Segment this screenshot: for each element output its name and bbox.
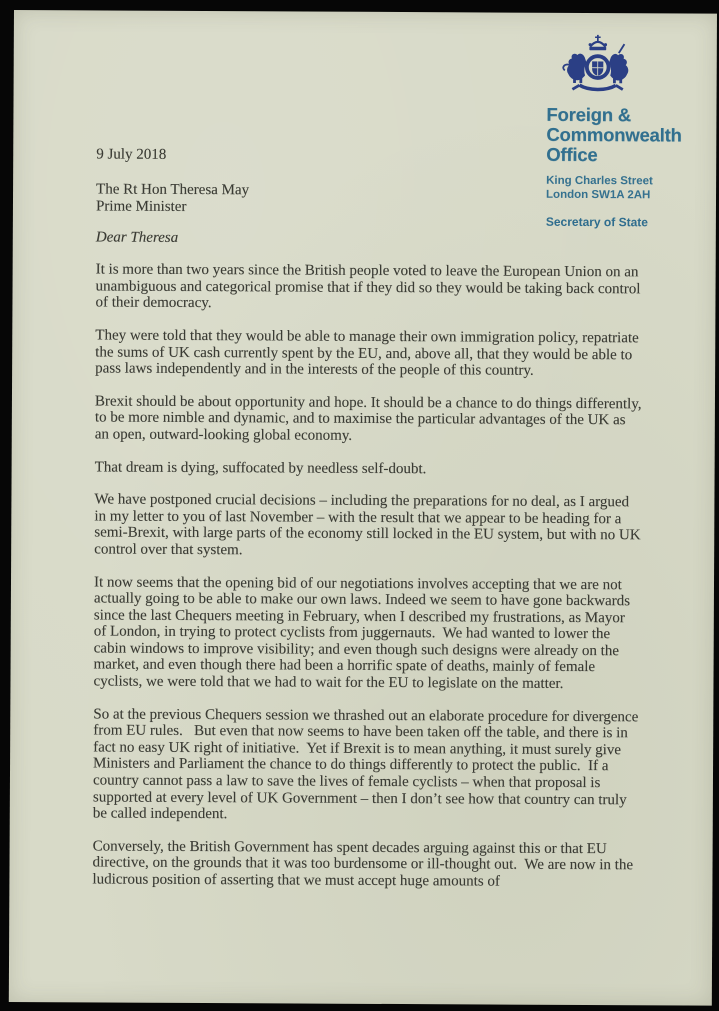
recipient-name: The Rt Hon Theresa May [96,181,250,198]
paragraph-5: We have postponed crucial decisions – including the preparations for no deal, as I argued in my letter to you of last November – with the result that we appear to be heading for a semi-Brexit, with large parts of the economy still locked in the EU system, but with no UK control over that system. [94,491,645,559]
fco-wordmark-line: Foreign & [546,103,632,126]
paragraph-3: Brexit should be about opportunity and hope. It should be a chance to do things differently, to be more nimble and dynamic, and to maximise the particular advantages of the UK as an open, outward-looking global economy. [94,393,646,444]
secretary-of-state-title: Secretary of State [545,214,648,230]
fco-wordmark-line: Office [546,143,598,166]
paragraph-1: It is more than two years since the British people voted to leave the European Union on an unambiguous and categorical promise that if they did so they would be taking back control of their democracy. [95,261,645,312]
letter-body [92,146,646,906]
paragraph-7: So at the previous Chequers session we thrashed out an elaborate procedure for divergence from EU rules. But even that now seems to have been taken off the table, and there is in fact no easy UK right of initiative. Yet if Brexit is to mean anything, it must surely give Ministers and Parliament the chance to do things differently to protect the public. If a country cannot pass a law to save the lives of female cyclists – when that proposal is supported at every level of UK Government – then I don’t see how that country can truly be called independent. [92,706,643,823]
royal-coat-of-arms-icon [545,32,651,103]
paragraph-2: They were told that they would be able to manage their own immigration policy, repatriate the sums of UK cash currently spent by the EU, and, above all, that they would be able to pass laws independently and in the interests of the people of this country. [95,327,643,379]
paragraph-8: Conversely, the British Government has spent decades arguing against this or that EU directive, on the grounds that it was too burdensome or ill-thought out. We are now in the ludicrous position of asserting that we must accept huge amounts of [92,838,637,890]
recipient-title: Prime Minister [95,198,187,215]
recipient-block [96,181,643,218]
address-street: King Charles Street [546,174,653,188]
salutation: Dear Theresa [95,229,179,246]
fco-wordmark-line: Commonwealth [546,123,682,146]
letter-date: 9 July 2018 [96,146,167,163]
paragraph-6: It now seems that the opening bid of our negotiations involves accepting that we are not actually going to be able to make our own laws. Indeed we seem to have gone backwards since the last Chequers meeting in February, when I described my frustrations, as Mayor of London, in trying to protect cyclists from juggernauts. We had wanted to lower the cabin windows to improve visibility; and even though such designs were already on the market, and even though there had been a horrific spate of deaths, mainly of female cyclists, we were told that we had to wait for the EU to legislate on the matter. [93,573,634,692]
letter-page [9,10,717,1006]
paragraph-4: That dream is dying, suffocated by needless self-doubt. [94,458,427,477]
address-city: London SW1A 2AH [546,188,651,202]
